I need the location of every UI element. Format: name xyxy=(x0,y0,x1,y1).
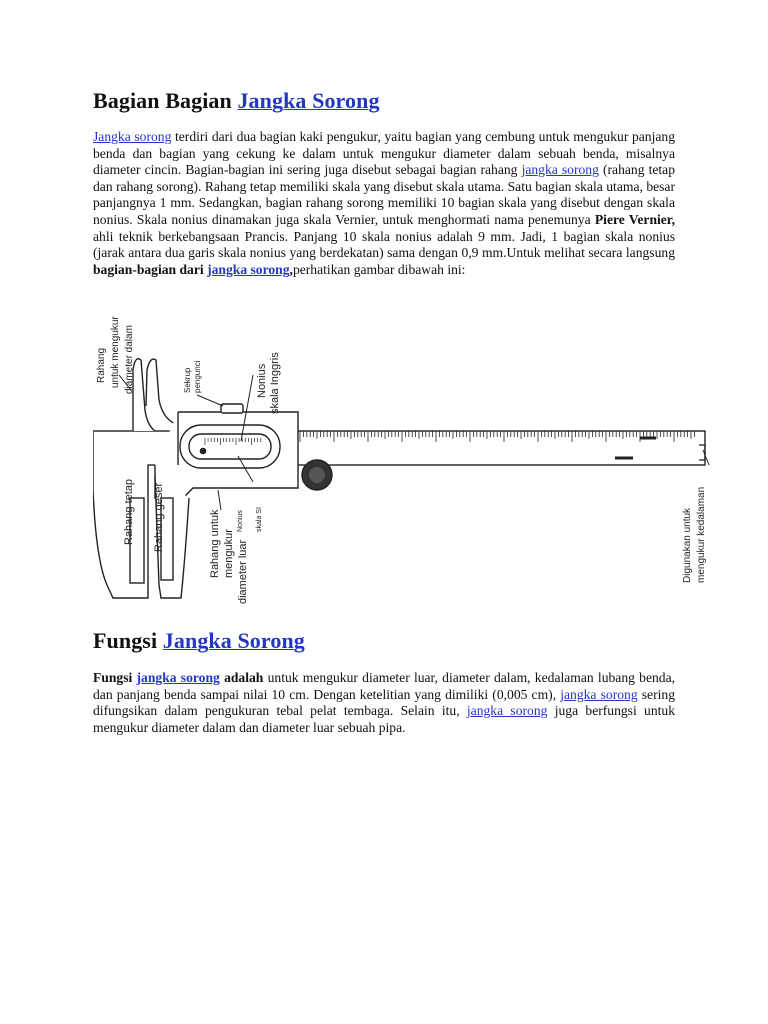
label-rahang-luar-1: Rahang untuk xyxy=(209,509,221,578)
text-run: perhatikan gambar dibawah ini: xyxy=(292,261,466,277)
label-nonius-inggris-2: skala Inggris xyxy=(269,352,281,414)
section-heading-fungsi xyxy=(93,628,305,654)
paragraph-bagian xyxy=(93,129,675,278)
caliper-diagram xyxy=(93,300,715,612)
link-jangka-sorong-5[interactable]: jangka sorong xyxy=(466,703,548,719)
heading-prefix: Bagian Bagian xyxy=(93,88,232,113)
label-rahang-luar-2: mengukur xyxy=(223,529,235,578)
inside-jaw-sliding xyxy=(146,359,178,425)
label-rahang-luar-3: diameter luar xyxy=(237,539,249,604)
heading-prefix: Fungsi xyxy=(93,628,158,653)
bold-run xyxy=(93,262,293,277)
label-sekrup-1: Sekrup xyxy=(183,367,192,393)
link-jangka-sorong-2[interactable]: jangka sorong xyxy=(521,162,599,178)
leader-line xyxy=(218,490,221,510)
bold-run: Piere Vernier, xyxy=(594,211,675,227)
heading-link-jangka-sorong[interactable]: Jangka Sorong xyxy=(237,88,380,113)
inside-jaw-fixed xyxy=(133,359,155,431)
label-nonius-si-2: skala SI xyxy=(256,507,263,532)
bold-text: , xyxy=(289,261,293,277)
label-rahang-dalam-3: diameter dalam xyxy=(124,325,135,394)
bold-text: bagian-bagian dari xyxy=(93,261,208,277)
vernier-window xyxy=(189,434,271,459)
thumb-wheel-hub xyxy=(309,467,325,483)
text-run: (rahang tetap dan rahang sorong). Rahang tetap memiliki skala yang disebut skala utama. Satu bagian skala utama, besar panjangnya 1 mm. Sedangkan, bagian rahang sorong memiliki 10 bagian skala yang disebut dengan skala nonius. Skala nonius dinamakan juga skala Vernier, untuk menghormati nama penemunya xyxy=(93,162,676,227)
bold-run: Fungsi xyxy=(93,670,137,685)
label-rahang-dalam-2: untuk mengukur xyxy=(110,316,121,388)
text-run: sering difungsikan dalam pengukuran tebal pelat tembaga. Selain itu, xyxy=(93,686,675,719)
paragraph-fungsi xyxy=(93,670,675,736)
label-rahang-dalam-1: Rahang xyxy=(96,347,107,383)
label-kedalaman-2: mengukur kedalaman xyxy=(696,486,707,583)
label-kedalaman-1: Digunakan untuk xyxy=(682,507,693,583)
text-run: terdiri dari dua bagian kaki pengukur, yaitu bagian yang cembung untuk mengukur panjang benda dan bagian yang cekung ke dalam untuk mengukur diameter dalam sebuah benda, misalnya diameter cincin. Bagian-bagian ini sering juga disebut sebagai bagian rahang xyxy=(93,129,675,178)
link-jangka-sorong-bold[interactable]: jangka sorong xyxy=(136,670,220,685)
caliper-drawing xyxy=(93,359,709,598)
label-rahang-tetap: Rahang tetap xyxy=(123,478,135,545)
label-rahang-geser: Rahang geser xyxy=(153,482,165,552)
bold-run: adalah xyxy=(219,670,264,685)
section-heading-bagian xyxy=(93,88,380,114)
link-jangka-sorong-4[interactable]: jangka sorong xyxy=(560,686,638,702)
locking-screw xyxy=(221,404,243,413)
leader-line xyxy=(197,395,223,406)
link-jangka-sorong-3[interactable]: jangka sorong xyxy=(207,261,290,277)
label-nonius-si-1: Nonius xyxy=(237,510,244,532)
vernier-dot xyxy=(200,448,205,453)
label-sekrup-2: pengunci xyxy=(193,360,202,393)
label-nonius-inggris-1: Nonius xyxy=(256,363,268,398)
text-run: ahli teknik berkebangsaan Prancis. Panjang 10 skala nonius adalah 9 mm. Jadi, 1 bagian skala nonius (jarak antara dua garis skala nonius yang berdekatan) sama dengan 0,9 mm.Untuk melihat secara langsung xyxy=(93,228,675,261)
text-run: untuk mengukur diameter luar, diameter dalam, kedalaman lubang benda, dan panjang benda sampai nilai 10 cm. Dengan ketelitian yang dimiliki (0,005 cm), xyxy=(93,670,676,702)
link-jangka-sorong-1[interactable]: Jangka sorong xyxy=(93,129,172,144)
heading-link-jangka-sorong[interactable]: Jangka Sorong xyxy=(162,628,305,653)
text-run: juga berfungsi untuk mengukur diameter dalam dan diameter luar sebuah pipa. xyxy=(93,703,675,735)
